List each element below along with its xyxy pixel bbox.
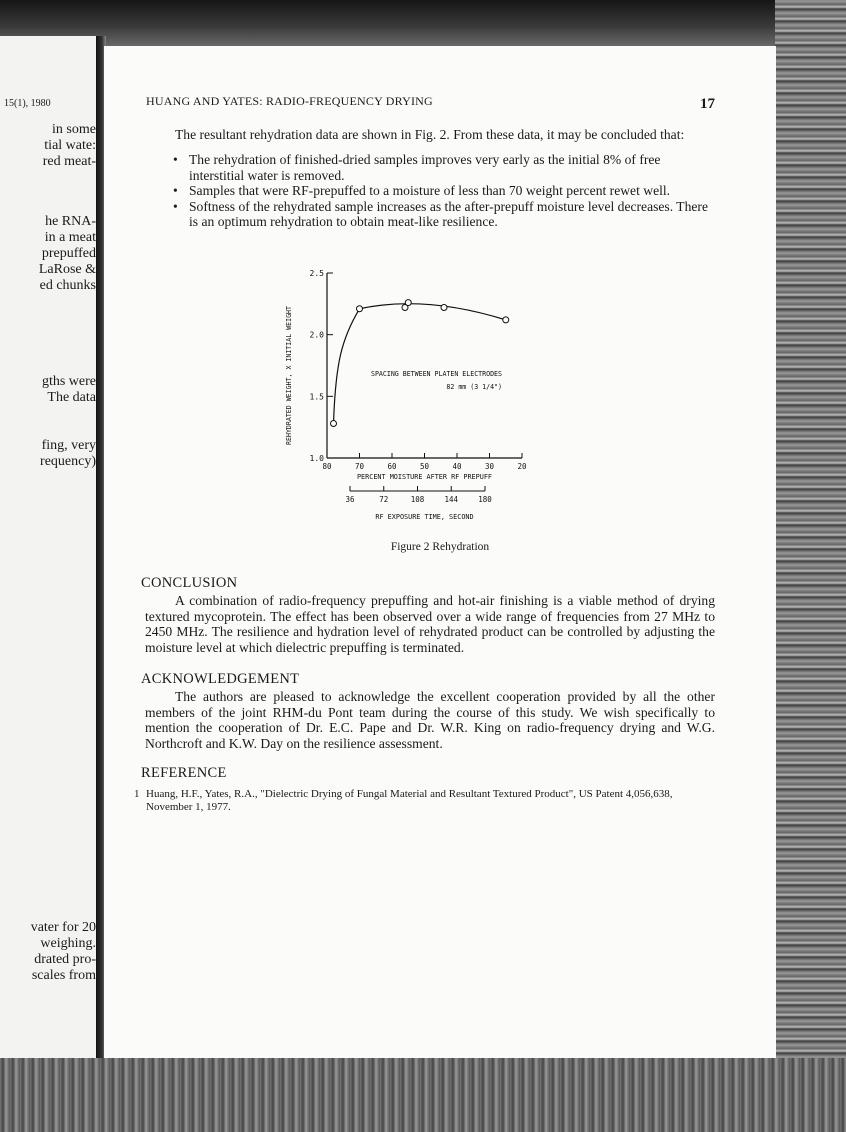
bullet-icon: • [173, 152, 178, 167]
scan-background-bottom [0, 1058, 846, 1132]
left-fragment: vater for 20 [30, 920, 96, 935]
series-line [334, 304, 506, 424]
left-fragment: tial wate: [44, 138, 96, 153]
acknowledgement-paragraph: The authors are pleased to acknowledge the excellent cooperation provided by all the other members of the joint RHM-du Pont team during the course of this study. We wish specifically to mention the cooperation of Dr. E.C. Pape and Dr. W.R. King on radio-frequency drying and W.G. Northcroft and K.W. Day on the resilience assessment. [145, 689, 715, 751]
page-number: 17 [700, 96, 715, 112]
x-tick-label: 50 [419, 462, 430, 471]
secondary-tick-label: 144 [444, 495, 459, 504]
list-item-text: Samples that were RF-prepuffed to a moisture of less than 70 weight percent rewet well. [189, 183, 671, 198]
list-item [145, 199, 715, 230]
scan-background-right [775, 0, 846, 1132]
conclusion-heading: CONCLUSION [141, 575, 238, 591]
list-item-text: Softness of the rehydrated sample increases as the after-prepuff moisture level decreases. There is an optimum rehydration to obtain meat-like resilience. [189, 198, 708, 229]
journal-page [104, 46, 776, 1058]
y-tick-label: 1.0 [309, 454, 324, 463]
left-fragment: weighing. [40, 936, 96, 951]
list-item [145, 183, 715, 199]
reference-heading: REFERENCE [141, 765, 227, 781]
scan-background-top [0, 0, 846, 48]
x-tick-label: 70 [354, 462, 365, 471]
left-fragment: scales from [31, 968, 96, 983]
left-fragment: fing, very [41, 438, 96, 453]
left-fragment: red meat- [42, 154, 96, 169]
chart-annotation-line2: 82 mm (3 1/4") [446, 383, 502, 391]
bullet-icon: • [173, 198, 178, 214]
left-fragment: prepuffed [41, 246, 96, 261]
x-tick-label: 60 [387, 462, 397, 471]
data-point [405, 300, 411, 306]
left-fragment: gths were [41, 374, 96, 389]
left-fragment: requency) [40, 454, 96, 469]
chart-annotation-line1: SPACING BETWEEN PLATEN ELECTRODES [370, 370, 502, 378]
figure-caption: Figure 2 Rehydration [390, 541, 490, 553]
left-page-fragment [0, 36, 98, 1058]
secondary-tick-label: 180 [478, 495, 492, 504]
left-fragment: in some [52, 122, 96, 137]
left-fragment: in a meat [44, 230, 96, 245]
data-point [331, 420, 337, 426]
left-fragment: LaRose & [38, 262, 96, 277]
list-item-text: The rehydration of finished-dried samples improves very early as the initial 8% of free interstitial water is removed. [189, 152, 661, 183]
y-axis-label: REHYDRATED WEIGHT, X INITIAL WEIGHT [285, 306, 293, 445]
y-tick-label: 1.5 [309, 392, 324, 402]
data-point [503, 317, 509, 323]
intro-paragraph: The resultant rehydration data are shown in Fig. 2. From these data, it may be concluded that: [175, 127, 685, 142]
reference-item [134, 788, 714, 813]
chart-svg [264, 258, 544, 528]
figure-2-chart [264, 258, 544, 528]
left-fragment: ed chunks [39, 278, 96, 293]
conclusion-paragraph: A combination of radio-frequency prepuffing and hot-air finishing is a viable method of drying textured mycoprotein. The effect has been observed over a wide range of frequencies from 27 MHz to 2450 MHz. The resilience and hydration level of rehydrated product can be controlled by adjusting the moisture level at which dielectric prepuffing is terminated. [145, 593, 715, 655]
findings-list [145, 152, 715, 230]
x-tick-label: 30 [484, 462, 495, 471]
secondary-axis-label: RF EXPOSURE TIME, SECOND [375, 513, 474, 521]
y-tick-label: 2.5 [309, 269, 324, 278]
left-page-header: 15(1), 1980 [4, 98, 51, 109]
left-fragment: drated pro- [34, 952, 96, 967]
left-fragment: The data [47, 390, 96, 405]
y-tick-label: 2.0 [309, 330, 324, 340]
acknowledgement-heading: ACKNOWLEDGEMENT [141, 671, 300, 687]
reference-number: 1 [134, 788, 140, 800]
x-tick-label: 40 [452, 462, 462, 471]
x-axis-label: PERCENT MOISTURE AFTER RF PREPUFF [356, 473, 493, 481]
secondary-tick-label: 108 [410, 495, 425, 504]
x-tick-label: 80 [322, 462, 332, 471]
running-head: HUANG AND YATES: RADIO-FREQUENCY DRYING [146, 94, 433, 108]
reference-text: Huang, H.F., Yates, R.A., "Dielectric Drying of Fungal Material and Resultant Textured Product", US Patent 4,056,638, November 1, 1977. [146, 788, 673, 813]
data-point [357, 306, 363, 312]
bullet-icon: • [173, 183, 178, 198]
secondary-tick-label: 72 [379, 495, 389, 504]
x-tick-label: 20 [517, 462, 527, 471]
secondary-tick-label: 36 [345, 495, 355, 504]
reference-list [134, 788, 714, 813]
list-item [145, 152, 715, 183]
left-fragment: he RNA- [45, 214, 96, 229]
data-point [441, 305, 447, 311]
